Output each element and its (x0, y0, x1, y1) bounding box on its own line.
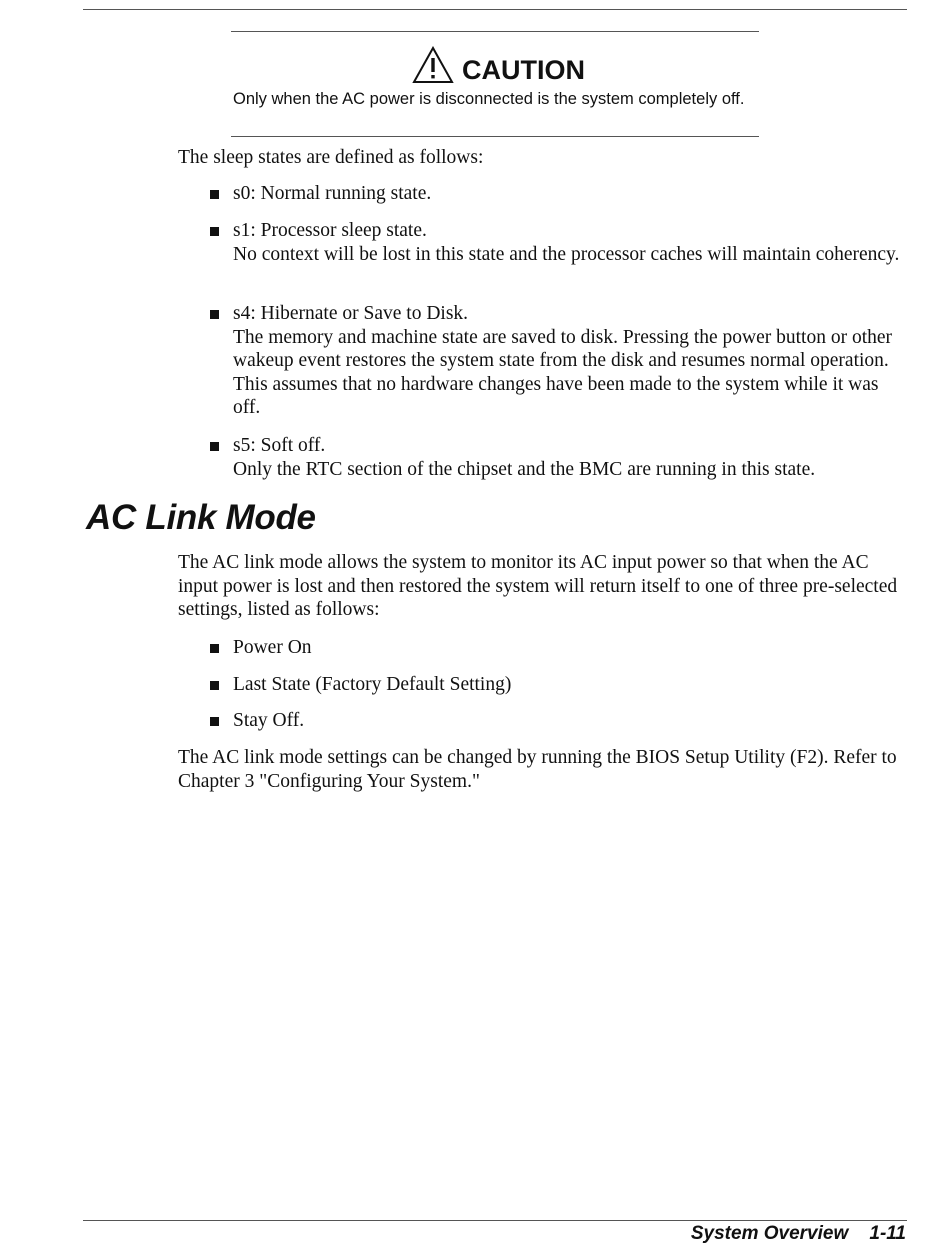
footer-rule (83, 1220, 907, 1221)
caution-title: CAUTION (462, 55, 585, 85)
caution-box (231, 31, 759, 137)
bullet-square-icon (210, 310, 219, 319)
sleep-state-detail: Only the RTC section of the chipset and the BMC are running in this state. (233, 458, 816, 480)
bullet-square-icon (210, 644, 219, 653)
header-rule (83, 9, 907, 10)
ac-link-intro: The AC link mode allows the system to monitor its AC input power so that when the AC input power is lost and then restored the system will return itself to one of three pre-selected settings, listed as follows: (178, 552, 898, 620)
page-number: 1-11 (869, 1223, 906, 1244)
section-heading: AC Link Mode (86, 498, 316, 537)
sleep-state-title: s1: Processor sleep state. (233, 220, 427, 241)
footer-section-title: System Overview (690, 1223, 849, 1244)
sleep-states-intro: The sleep states are defined as follows: (178, 147, 484, 168)
caution-text: Only when the AC power is disconnected is the system completely off. (233, 90, 745, 108)
sleep-state-title: s0: Normal running state. (233, 183, 432, 204)
sleep-state-detail: No context will be lost in this state and the processor caches will maintain coherency. (233, 243, 900, 265)
page-footer (691, 1222, 906, 1246)
bullet-square-icon (210, 717, 219, 726)
setting-label: Last State (Factory Default Setting) (233, 674, 512, 695)
setting-label: Stay Off. (233, 710, 305, 731)
ac-link-closing: The AC link mode settings can be changed by running the BIOS Setup Utility (F2). Refer to Chapter 3 "Configuring Your System." (178, 747, 897, 792)
caution-heading (412, 44, 585, 84)
bullet-square-icon (210, 190, 219, 199)
bullet-square-icon (210, 681, 219, 690)
warning-triangle-icon (412, 46, 454, 84)
sleep-state-title: s4: Hibernate or Save to Disk. (233, 303, 469, 324)
bullet-square-icon (210, 227, 219, 236)
setting-label: Power On (233, 637, 312, 658)
sleep-state-title: s5: Soft off. (233, 435, 326, 456)
bullet-square-icon (210, 442, 219, 451)
sleep-state-detail: The memory and machine state are saved to disk. Pressing the power button or other wakeup event restores the system state from the disk and resumes normal operation. This assumes that no hardware changes have been made to the system while it was off. (233, 326, 893, 418)
